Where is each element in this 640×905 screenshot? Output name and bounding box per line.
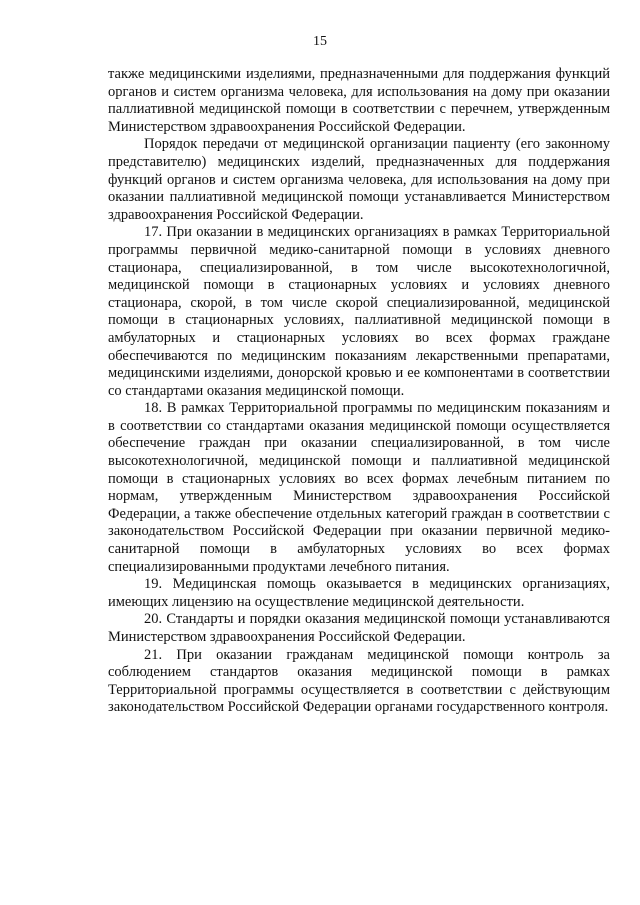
paragraph-transfer-order: Порядок передачи от медицинской организации пациенту (его законному представителю) медицинских изделий, предназначенных для поддержания функций органов и систем организма человека, для использования на дому при оказании паллиативной медицинской помощи устанавливается Министерством здравоохранения Российской Федерации.: [108, 136, 610, 223]
paragraph-18: 18. В рамках Территориальной программы по медицинским показаниям и в соответствии со стандартами оказания медицинской помощи осуществляется обеспечение граждан при оказании специализированной, в том числе высокотехнологичной, медицинской помощи и паллиативной медицинской помощи в стационарных условиях во всех формах лечебным питанием по нормам, утвержденным Министерством здравоохранения Российской Федерации, а также обеспечение отдельных категорий граждан в соответствии с законодательством Российской Федерации при оказании первичной медико-санитарной помощи в амбулаторных условиях во всех формах специализированными продуктами лечебного питания.: [108, 400, 610, 575]
page-number: 15: [313, 34, 327, 49]
paragraph-17: 17. При оказании в медицинских организациях в рамках Территориальной программы первичной медико-санитарной помощи в условиях дневного стационара, специализированной, в том числе высокотехнологичной, медицинской помощи в стационарных условиях и условиях дневного стационара, скорой, в том числе скорой специализированной, медицинской помощи в стационарных условиях, паллиативной медицинской помощи в амбулаторных и стационарных условиях во всех формах граждане обеспечиваются по медицинским показаниям лекарственными препаратами, медицинскими изделиями, донорской кровью и ее компонентами в соответствии со стандартами оказания медицинской помощи.: [108, 224, 610, 399]
paragraph-continuation: также медицинскими изделиями, предназначенными для поддержания функций органов и систем организма человека, для использования на дому при оказании паллиативной медицинской помощи в соответствии с перечнем, утвержденным Министерством здравоохранения Российской Федерации.: [108, 66, 610, 135]
paragraph-21: 21. При оказании гражданам медицинской помощи контроль за соблюдением стандартов оказания медицинской помощи в рамках Территориальной программы осуществляется в соответствии с действующим законодательством Российской Федерации органами государственного контроля.: [108, 646, 610, 716]
document-body: [108, 66, 610, 717]
paragraph-19: 19. Медицинская помощь оказывается в медицинских организациях, имеющих лицензию на осуществление медицинской деятельности.: [108, 576, 610, 610]
paragraph-20: 20. Стандарты и порядки оказания медицинской помощи устанавливаются Министерством здравоохранения Российской Федерации.: [108, 611, 610, 645]
